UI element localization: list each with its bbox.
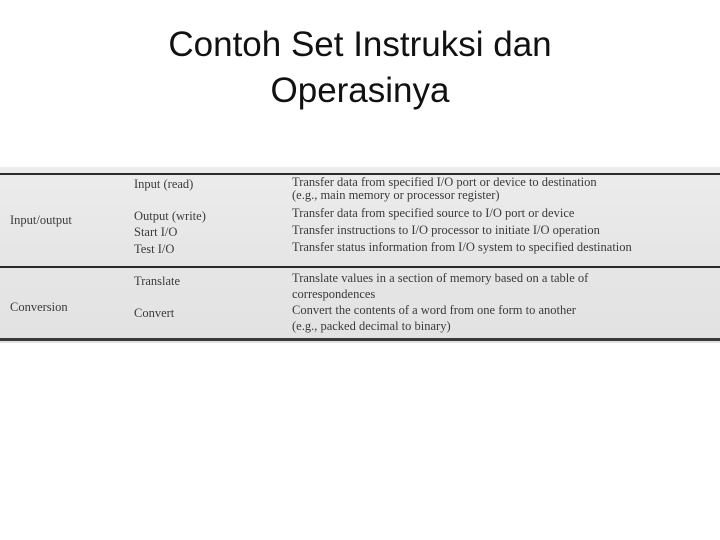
table-cell-operation: Translate xyxy=(134,274,181,288)
slide-title-line-1: Contoh Set Instruksi dan xyxy=(168,25,552,64)
table-cell-description: Transfer data from specified I/O port or device to destination xyxy=(292,175,597,189)
table-cell-description: Convert the contents of a word from one form to another xyxy=(292,303,576,317)
table-bottom-rule xyxy=(0,338,720,341)
table-cell-description: correspondences xyxy=(292,287,376,301)
scanned-instruction-table xyxy=(0,167,720,343)
table-cell-category: Conversion xyxy=(10,300,68,314)
slide-title xyxy=(60,22,660,114)
table-cell-description: (e.g., main memory or processor register) xyxy=(292,188,500,202)
table-cell-category: Input/output xyxy=(10,213,72,227)
table-cell-description: Transfer data from specified source to I/O port or device xyxy=(292,206,575,220)
table-cell-operation: Output (write) xyxy=(134,209,206,223)
table-cell-operation: Test I/O xyxy=(134,242,175,256)
table-cell-description: Transfer instructions to I/O processor to initiate I/O operation xyxy=(292,223,600,237)
table-cell-description: (e.g., packed decimal to binary) xyxy=(292,319,451,333)
table-cell-operation: Convert xyxy=(134,306,175,320)
table-section-divider xyxy=(0,266,720,268)
table-cell-operation: Start I/O xyxy=(134,225,178,239)
table-cell-operation: Input (read) xyxy=(134,177,194,191)
table-cell-description: Translate values in a section of memory based on a table of xyxy=(292,271,589,285)
table-cell-description: Transfer status information from I/O system to specified destination xyxy=(292,240,632,254)
slide-title-line-2: Operasinya xyxy=(270,71,450,110)
